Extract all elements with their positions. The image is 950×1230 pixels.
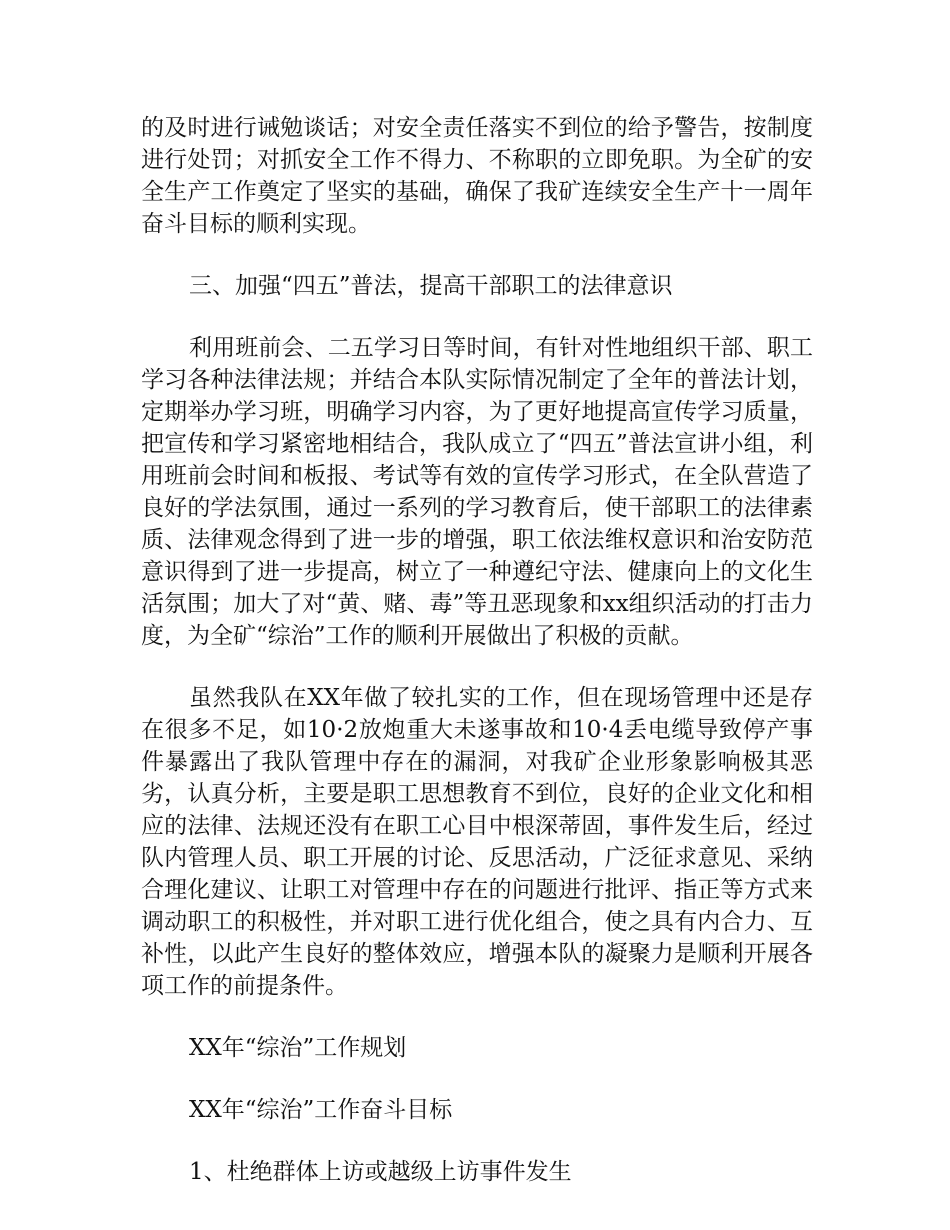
document-body — [141, 112, 813, 1218]
paragraph-shortcomings: 虽然我队在XX年做了较扎实的工作，但在现场管理中还是存在很多不足，如10·2放炮重大未遂事故和10·4丢电缆导致停产事件暴露出了我队管理中存在的漏洞，对我矿企业形象影响极其恶劣，认真分析，主要是职工思想教育不到位，良好的企业文化和相应的法律、法规还没有在职工心目中根深蒂固，事件发生后，经过队内管理人员、职工开展的讨论、反思活动，广泛征求意见、采纳合理化建议、让职工对管理中存在的问题进行批评、指正等方式来调动职工的积极性，并对职工进行优化组合，使之具有内合力、互补性，以此产生良好的整体效应，增强本队的凝聚力是顺利开展各项工作的前提条件。 — [141, 685, 813, 999]
goal-heading: XX年“综治”工作奋斗目标 — [189, 1097, 453, 1123]
goal-item: 1、杜绝群体上访或越级上访事件发生 — [189, 1159, 572, 1185]
paragraph-legal-education: 利用班前会、二五学习日等时间，有针对性地组织干部、职工学习各种法律法规；并结合本队实际情况制定了全年的普法计划，定期举办学习班，明确学习内容，为了更好地提高宣传学习质量，把宣传和学习紧密地相结合，我队成立了“四五”普法宣讲小组，利用班前会时间和板报、考试等有效的宣传学习形式，在全队营造了良好的学法氛围，通过一系列的学习教育后，使干部职工的法律素质、法律观念得到了进一步的增强，职工依法维权意识和治安防范意识得到了进一步提高，树立了一种遵纪守法、健康向上的文化生活氛围；加大了对“黄、赌、毒”等丑恶现象和xx组织活动的打击力度，为全矿“综治”工作的顺利开展做出了积极的贡献。 — [141, 335, 813, 649]
paragraph-continuation: 的及时进行诫勉谈话；对安全责任落实不到位的给予警告，按制度进行处罚；对抓安全工作不得力、不称职的立即免职。为全矿的安全生产工作奠定了坚实的基础，确保了我矿连续安全生产十一周年奋斗目标的顺利实现。 — [141, 115, 813, 237]
plan-heading: XX年“综治”工作规划 — [189, 1035, 407, 1061]
section-heading: 三、加强“四五”普法，提高干部职工的法律意识 — [189, 273, 673, 299]
